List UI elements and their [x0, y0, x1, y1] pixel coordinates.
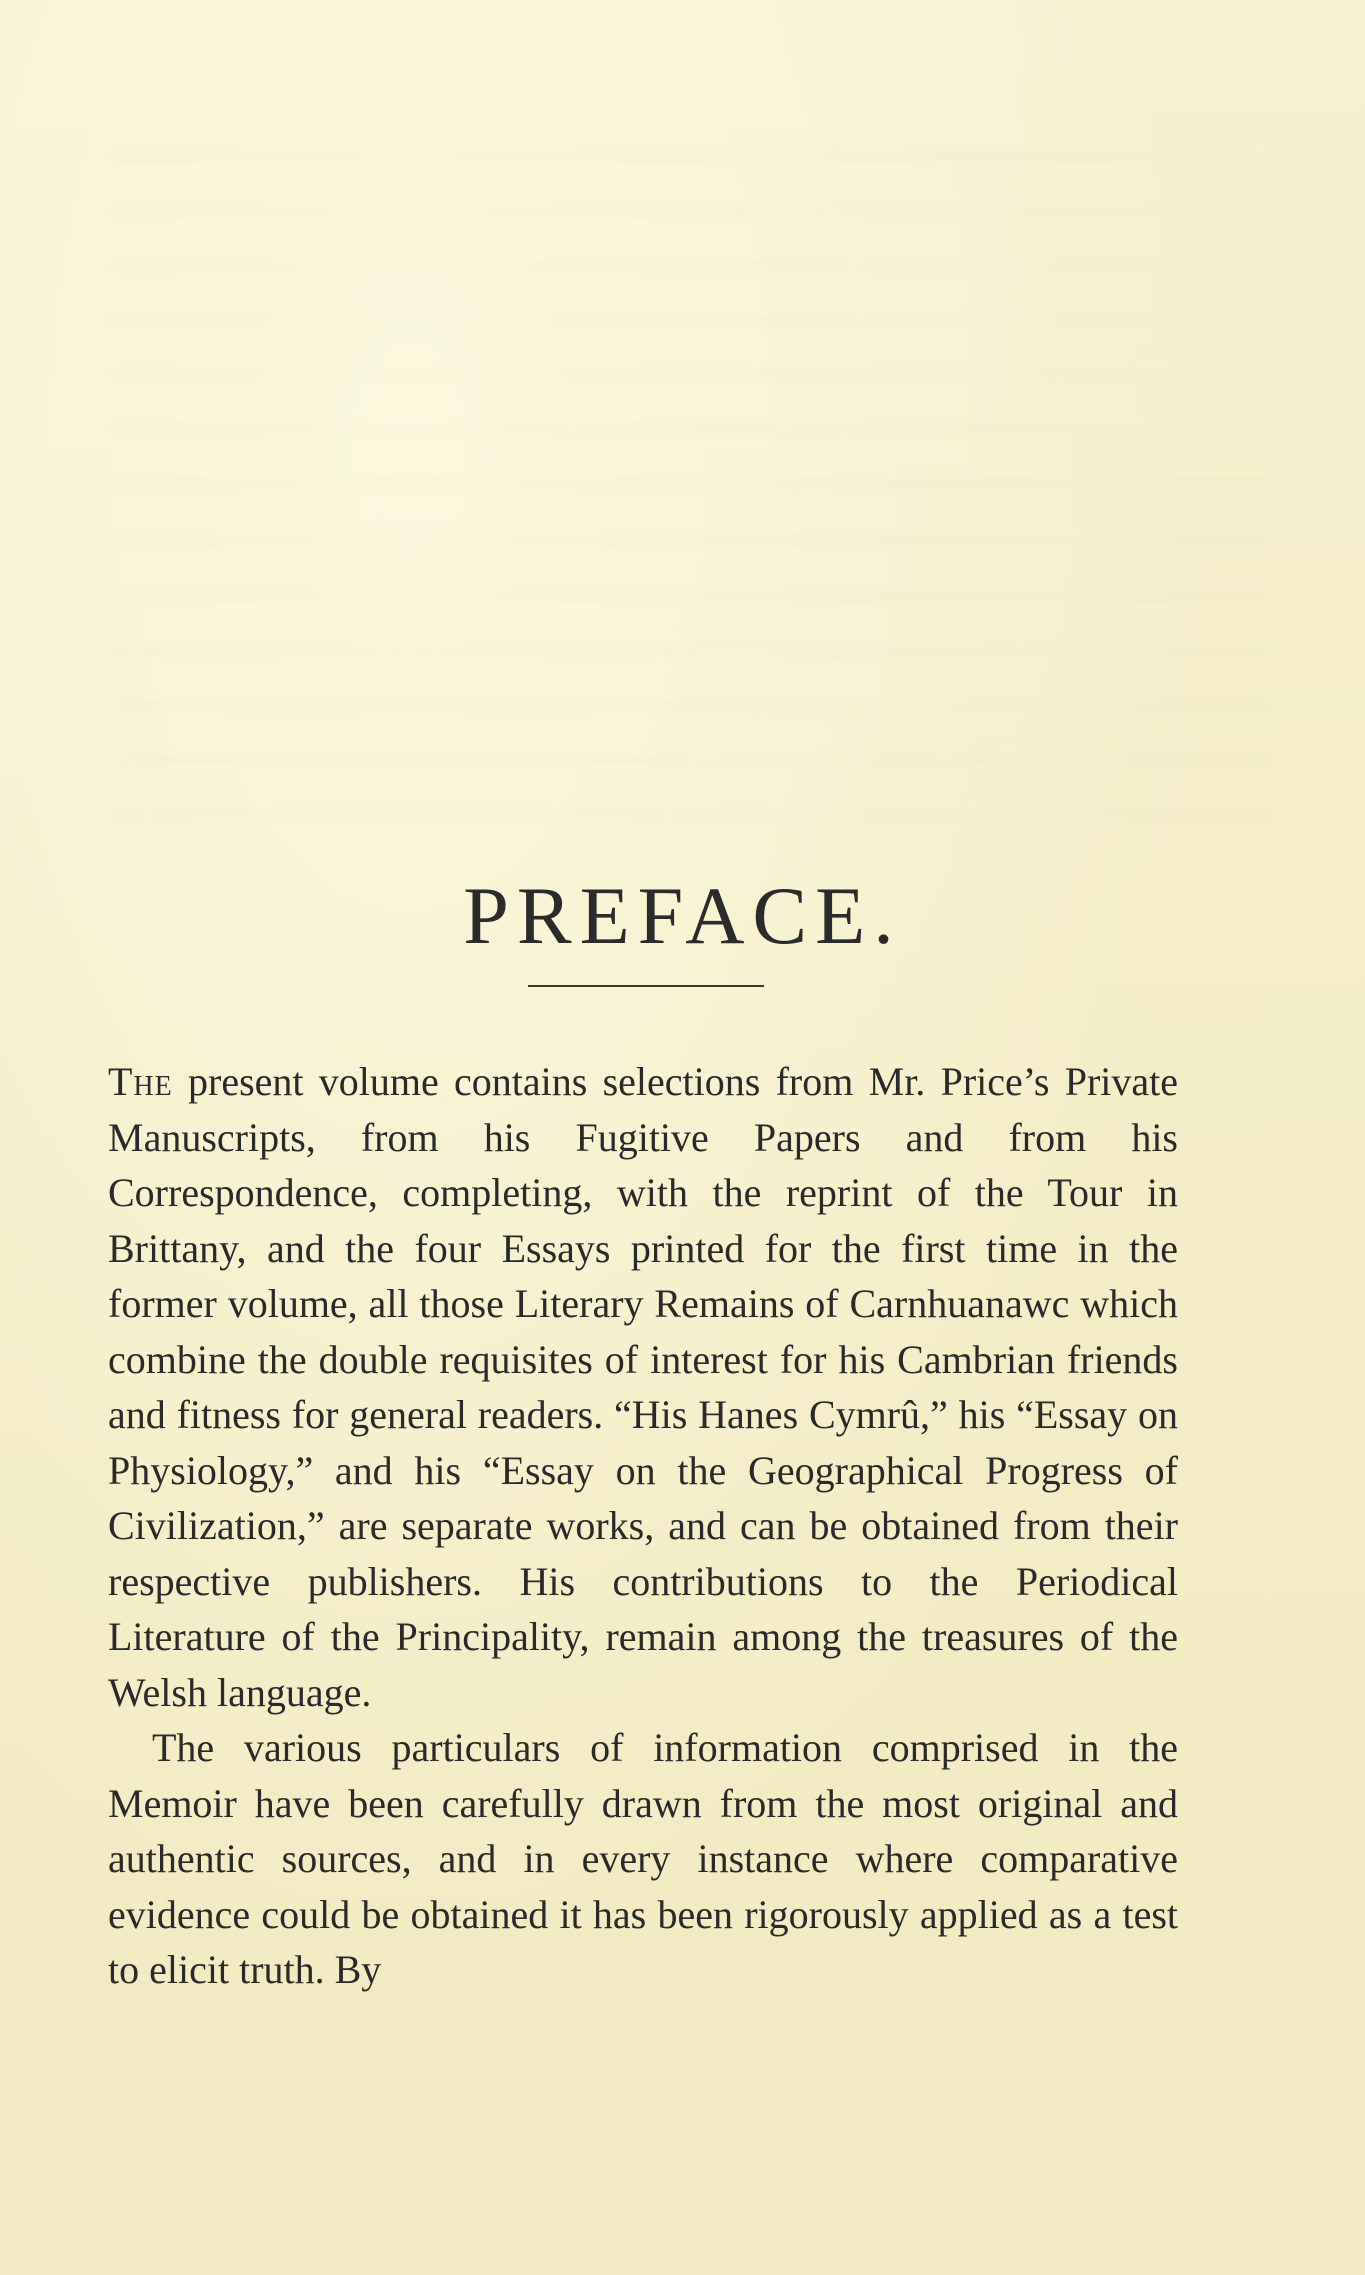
title-rule: [528, 985, 764, 987]
page-title: PREFACE.: [463, 869, 902, 961]
paragraph-2: The various particulars of information comprised in the Memoir have been carefully drawn from the most original and authentic sources, and in every instance where comparative evidence could be obtained it has been rigorously applied as a test to elicit truth. By: [108, 1725, 1178, 1992]
paragraph-1-text: present volume contains selections from Mr. Price’s Private Manuscripts, from his Fugitive Papers and from his Correspondence, completing, with the reprint of the Tour in Brittany, and the four Essays printed for the first time in the former volume, all those Literary Remains of Carnhuanawc which combine the double requisites of interest for his Cambrian friends and fitness for general readers. “His Hanes Cymrû,” his “Essay on Physiology,” and his “Essay on the Geographical Progress of Civilization,” are separate works, and can be obtained from their respective publishers. His contributions to the Periodical Literature of the Principality, remain among the treasures of the Welsh language.: [108, 1059, 1178, 1715]
bleed-through-texture: [110, 120, 1270, 820]
preface-body: [108, 1054, 1178, 1998]
paragraph-1-lead: The: [108, 1059, 173, 1104]
paragraph-1: [108, 1054, 1178, 1720]
